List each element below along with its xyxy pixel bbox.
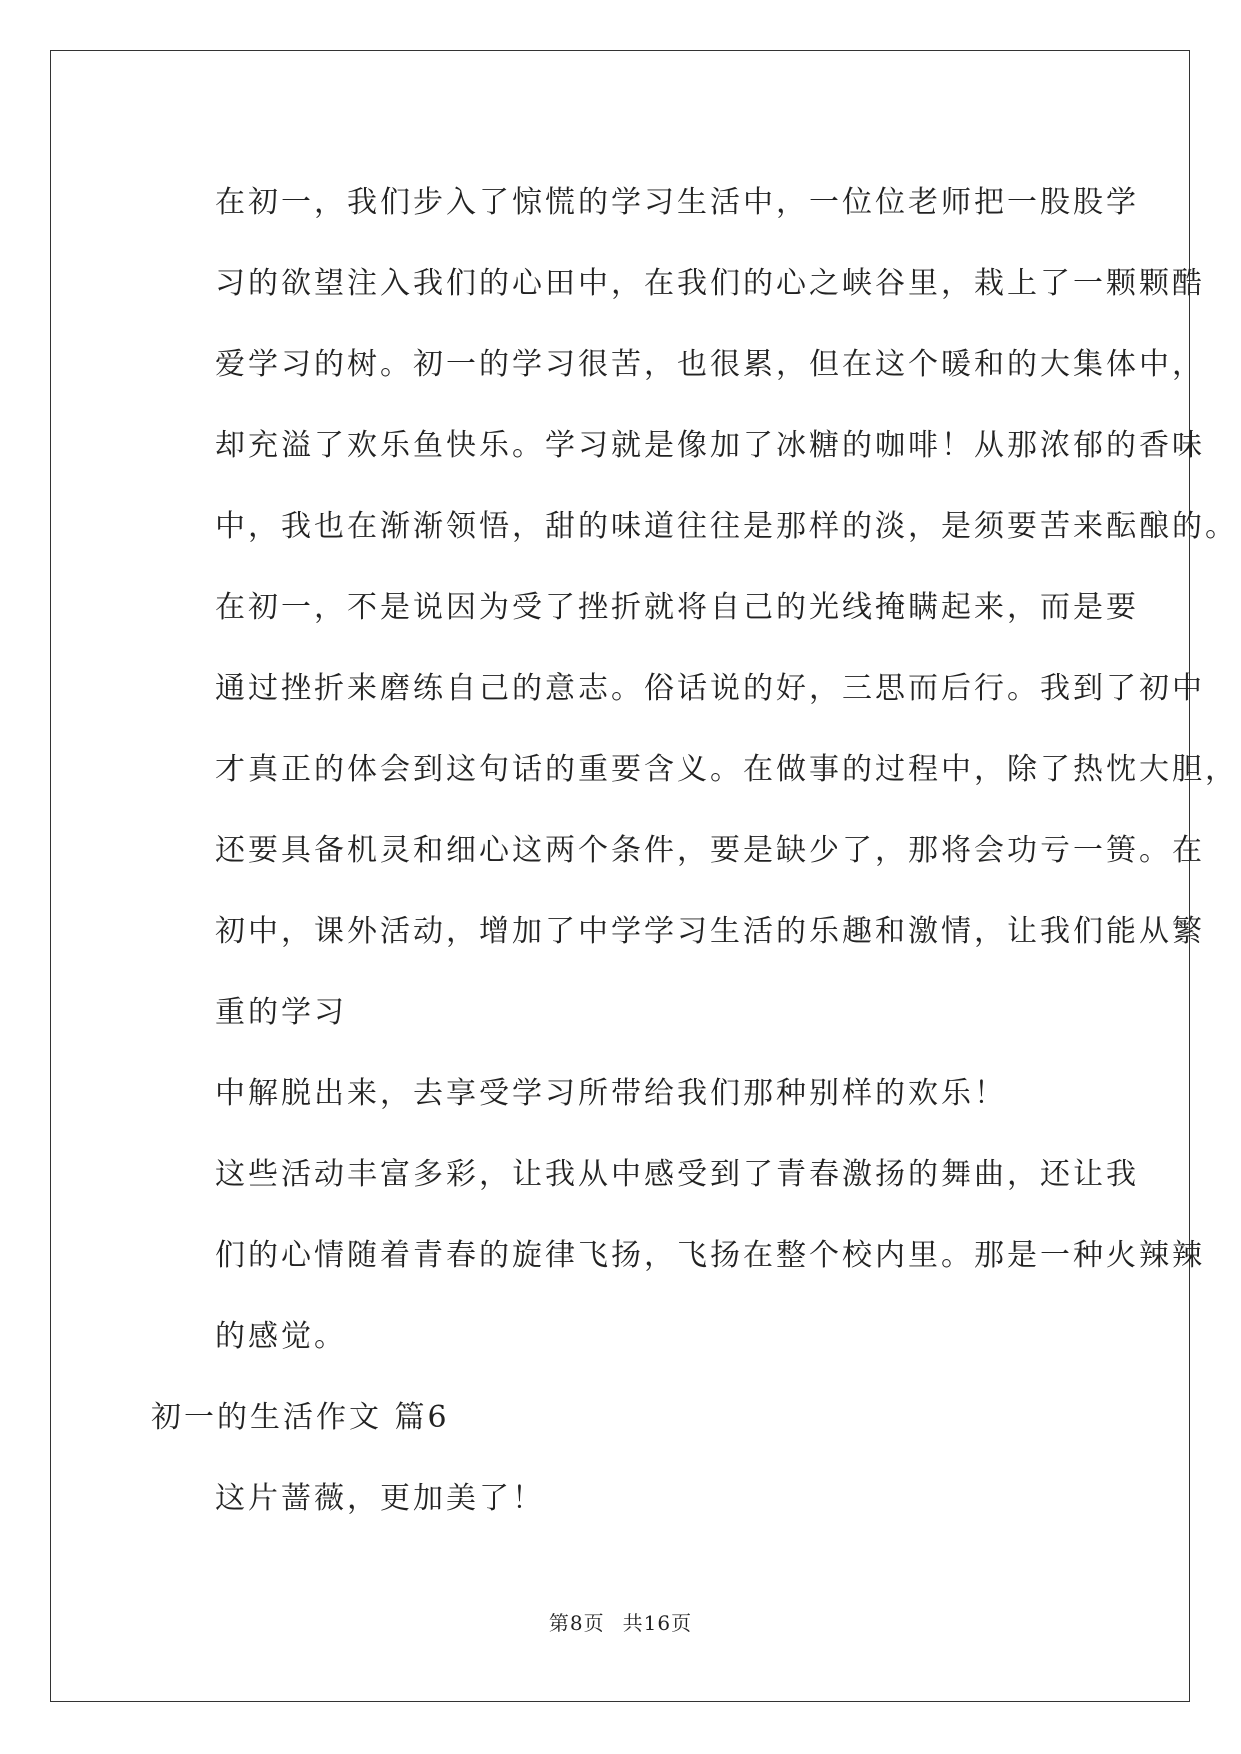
document-body: [151, 162, 1238, 1539]
text-line: 中解脱出来，去享受学习所带给我们那种别样的欢乐！: [215, 1076, 1007, 1111]
text-line: 在初一，不是说因为受了挫折就将自己的光线掩瞒起来，而是要: [215, 590, 1139, 625]
paragraph-2: [151, 567, 1238, 1053]
text-line: 爱学习的树。初一的学习很苦，也很累，但在这个暖和的大集体中，: [215, 347, 1205, 382]
text-line: 的感觉。: [215, 1319, 347, 1354]
paragraph-5: [151, 1458, 1091, 1539]
text-line: 才真正的体会到这句话的重要含义。在做事的过程中，除了热忱大胆，: [215, 752, 1238, 787]
text-line: 还要具备机灵和细心这两个条件，要是缺少了，那将会功亏一篑。在: [215, 833, 1205, 868]
section-heading: 初一的生活作文 篇6: [151, 1400, 450, 1435]
text-line: 这些活动丰富多彩，让我从中感受到了青春激扬的舞曲，还让我: [215, 1157, 1139, 1192]
paragraph-4: [151, 1134, 1205, 1377]
paragraph-1: [151, 162, 1238, 567]
page-total: 共16页: [622, 1611, 693, 1635]
text-line: 中，我也在渐渐领悟，甜的味道往往是那样的淡，是须要苦来酝酿的。: [215, 509, 1238, 544]
text-line: 在初一，我们步入了惊慌的学习生活中，一位位老师把一股股学: [215, 185, 1139, 220]
text-line: 通过挫折来磨练自己的意志。俗话说的好，三思而后行。我到了初中: [215, 671, 1205, 706]
text-line: 却充溢了欢乐鱼快乐。学习就是像加了冰糖的咖啡！从那浓郁的香味: [215, 428, 1205, 463]
text-line: 们的心情随着青春的旋律飞扬，飞扬在整个校内里。那是一种火辣辣: [215, 1238, 1205, 1273]
text-line: 习的欲望注入我们的心田中，在我们的心之峡谷里，栽上了一颗颗酷: [215, 266, 1205, 301]
text-line: 重的学习: [215, 995, 347, 1030]
page-footer: [0, 1607, 1241, 1636]
paragraph-3: [151, 1053, 1091, 1134]
text-line: 这片蔷薇，更加美了！: [215, 1481, 545, 1516]
page-number: 第8页: [548, 1611, 605, 1635]
text-line: 初中，课外活动，增加了中学学习生活的乐趣和激情，让我们能从繁: [215, 914, 1205, 949]
